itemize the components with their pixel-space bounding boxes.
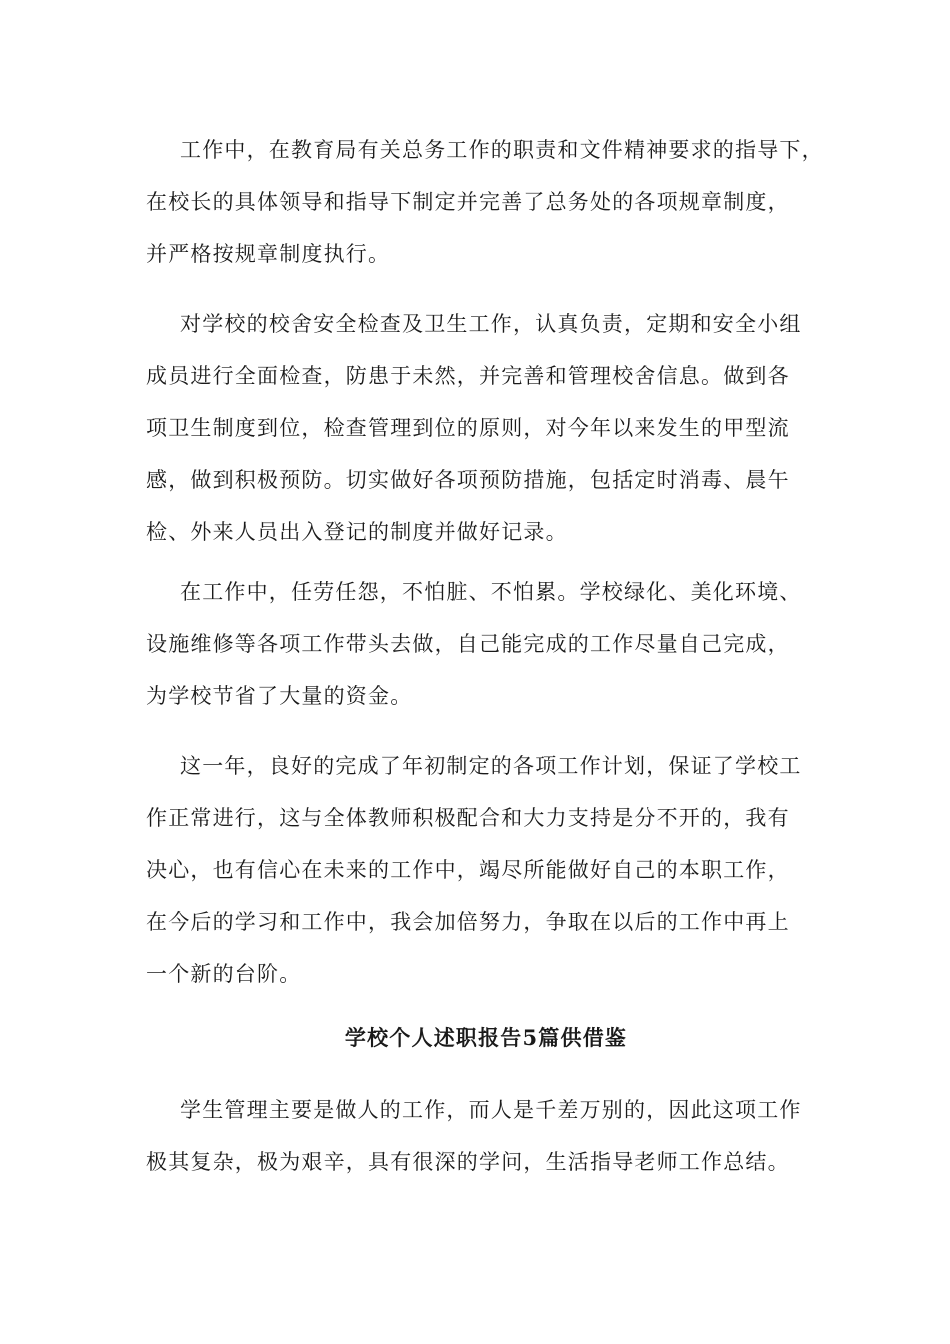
paragraph-line: 项卫生制度到位，检查管理到位的原则，对今年以来发生的甲型流	[146, 416, 790, 440]
paragraph-1	[146, 124, 826, 280]
paragraph-line: 在今后的学习和工作中，我会加倍努力，争取在以后的工作中再上	[146, 910, 790, 934]
paragraph-2	[146, 298, 826, 558]
paragraph-line: 为学校节省了大量的资金。	[146, 684, 413, 708]
paragraph-3	[146, 566, 826, 722]
paragraph-line: 一个新的台阶。	[146, 962, 302, 986]
paragraph-line: 学生管理主要是做人的工作，而人是千差万别的，因此这项工作	[180, 1098, 802, 1122]
paragraph-line: 决心，也有信心在未来的工作中，竭尽所能做好自己的本职工作，	[146, 858, 790, 882]
section-heading: 学校个人述职报告5篇供借鉴	[344, 1025, 628, 1050]
paragraph-line: 作正常进行，这与全体教师积极配合和大力支持是分不开的，我有	[146, 806, 790, 830]
paragraph-line: 极其复杂，极为艰辛，具有很深的学问，生活指导老师工作总结。	[146, 1150, 790, 1174]
paragraph-line: 在校长的具体领导和指导下制定并完善了总务处的各项规章制度，	[146, 190, 790, 214]
paragraph-line: 对学校的校舍安全检查及卫生工作，认真负责，定期和安全小组	[180, 312, 802, 336]
paragraph-line: 这一年，良好的完成了年初制定的各项工作计划，保证了学校工	[180, 754, 802, 778]
paragraph-line: 并严格按规章制度执行。	[146, 242, 391, 266]
paragraph-5	[146, 1084, 826, 1188]
paragraph-4	[146, 740, 826, 1000]
paragraph-line: 检、外来人员出入登记的制度并做好记录。	[146, 520, 568, 544]
paragraph-line: 在工作中，任劳任怨，不怕脏、不怕累。学校绿化、美化环境、	[180, 580, 802, 604]
paragraph-line: 成员进行全面检查，防患于未然，并完善和管理校舍信息。做到各	[146, 364, 790, 388]
paragraph-line: 工作中，在教育局有关总务工作的职责和文件精神要求的指导下，	[180, 138, 824, 162]
paragraph-line: 感，做到积极预防。切实做好各项预防措施，包括定时消毒、晨午	[146, 468, 790, 492]
paragraph-line: 设施维修等各项工作带头去做，自己能完成的工作尽量自己完成，	[146, 632, 790, 656]
